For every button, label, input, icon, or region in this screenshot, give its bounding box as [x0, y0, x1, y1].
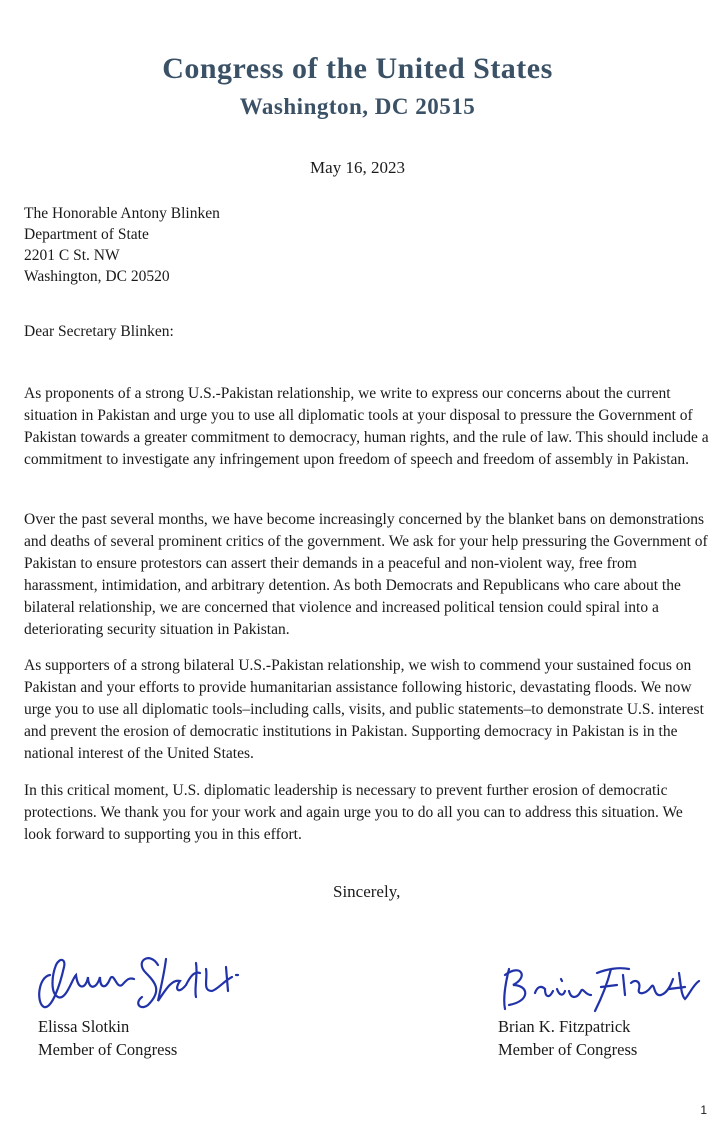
letterhead-title: Congress of the United States [162, 52, 553, 85]
signature-slotkin [30, 945, 250, 1015]
signer-slotkin [38, 1015, 177, 1061]
signer-fitzpatrick [498, 1015, 637, 1061]
page-number: 1 [700, 1103, 707, 1117]
body-paragraph-4: In this critical moment, U.S. diplomatic leadership is necessary to prevent further erosion of democratic protections. We thank you for your work and again urge you to do all you can to address this situation. We look forward to supporting you in this effort. [24, 782, 683, 843]
signer-name: Elissa Slotkin [38, 1017, 130, 1036]
recipient-address [24, 203, 220, 287]
recipient-name: The Honorable Antony Blinken [24, 205, 220, 222]
signer-title: Member of Congress [498, 1040, 638, 1059]
closing: Sincerely, [333, 882, 401, 901]
body-paragraph-3: As supporters of a strong bilateral U.S.-Pakistan relationship, we wish to commend your sustained focus on Pakistan and your efforts to provide humanitarian assistance following historic, devastating floods. We now urge you to use all diplomatic tools–including calls, visits, and public statements–to demonstrate U.S. interest and prevent the erosion of democratic institutions in Pakistan. Supporting democracy in Pakistan is in the national interest of the United States. [24, 657, 704, 762]
body-paragraph-1: As proponents of a strong U.S.-Pakistan relationship, we write to express our concerns about the current situation in Pakistan and urge you to use all diplomatic tools at your disposal to pressure the Government of Pakistan towards a greater commitment to democracy, human rights, and the rule of law. This should include a commitment to investigate any infringement upon freedom of speech and freedom of assembly in Pakistan. [24, 385, 709, 468]
recipient-city: Washington, DC 20520 [24, 268, 170, 285]
signer-title: Member of Congress [38, 1040, 178, 1059]
salutation: Dear Secretary Blinken: [24, 323, 174, 340]
letter-date: May 16, 2023 [310, 158, 405, 177]
signer-name: Brian K. Fitzpatrick [498, 1017, 631, 1036]
body-paragraph-2: Over the past several months, we have become increasingly concerned by the blanket bans on demonstrations and deaths of several prominent critics of the government. We ask for your help pressuring the Government of Pakistan to ensure protestors can assert their demands in a peaceful and non-violent way, free from harassment, intimidation, and arbitrary detention. As both Democrats and Republicans who care about the bilateral relationship, we are concerned that violence and increased political tension could spiral into a deteriorating security situation in Pakistan. [24, 511, 708, 638]
recipient-street: 2201 C St. NW [24, 247, 120, 264]
recipient-department: Department of State [24, 226, 149, 243]
signature-fitzpatrick [495, 955, 705, 1017]
letterhead-location: Washington, DC 20515 [239, 94, 476, 119]
